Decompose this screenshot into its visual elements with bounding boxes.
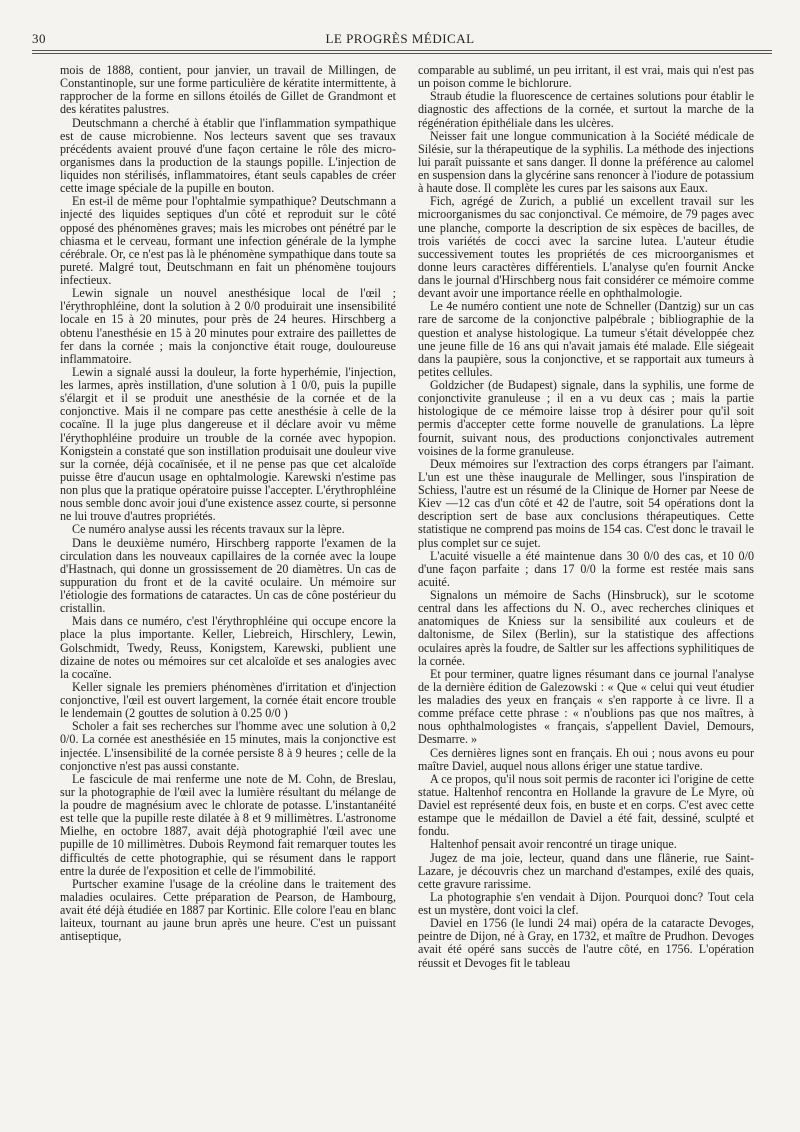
paragraph: Haltenhof pensait avoir rencontré un tirage unique. — [430, 837, 677, 852]
header-rule-double — [32, 53, 772, 54]
paragraph: Le fascicule de mai renferme une note de M. Cohn, de Breslau, sur la photographie de l'œil avec la lumière résultant du mélange de la poudre de magnésium avec le chlorate de potasse. L'instantanéité est telle que la pupille reste dilatée à 8 et 9 millimètres. L'astronome Mielhe, en octobre 1887, avait déjà photographié l'œil avec une pupille de 10 millimètres. Dubois Reymond fait remarquer toutes les difficultés de cette photographie, qui se résument dans le rapport entre la durée de l'exposition et celle de l'immobilité. — [60, 771, 396, 878]
right-column — [418, 64, 754, 970]
page-number: 30 — [32, 31, 46, 46]
paragraph: Deux mémoires sur l'extraction des corps étrangers par l'aimant. L'un est une thèse inaugurale de Mellinger, sous l'inspiration de Schiess, l'autre est un résumé de la Clinique de Horner par Neese de Kiev —12 cas d'un côté et 42 de l'autre, soit 54 opérations dont la description sert de base aux conclusions thérapeutiques. Cette statistique ne comprend pas moins de 154 cas. C'est donc le travail le plus complet sur ce sujet. — [418, 456, 754, 550]
paragraph: Le 4e numéro contient une note de Schneller (Dantzig) sur un cas rare de sarcome de la conjonctive palpébrale ; bibliographie de la question et analyse histologique. La tumeur s'était développée chez une jeune fille de 16 ans qui n'avait jamais été malade. Elle siégeait dans la paupière, sous la conjonctive, et se rapportait aux tumeurs à petites cellules. — [418, 299, 754, 379]
paragraph: Signalons un mémoire de Sachs (Hinsbruck), sur le scotome central dans les affections du N. O., avec recherches cliniques et anatomiques de Kniess sur la sensibilité aux couleurs et de daltonisme, de Silex (Berlin), sur la statistique des affections oculaires après la foudre, de Saltler sur les affections syphilitiques de la cornée. — [418, 588, 754, 668]
paragraph: En est-il de même pour l'ophtalmie sympathique? Deutschmann a injecté des liquides septiques d'un côté et reproduit sur le côté opposé des phénomènes graves; mais les microbes ont pénétré par le chiasma et le cerveau, formant une infection générale de la lymphe cérébrale. Or, ce n'est pas là le phénomène sympathique dans toute sa pureté. Malgré tout, Deutschmann en fait un phénomène toujours infectieux. — [60, 194, 396, 287]
paragraph: L'acuité visuelle a été maintenue dans 30 0/0 des cas, et 10 0/0 d'une façon parfaite ; dans 17 0/0 la forme est restée mais sans acuité. — [418, 548, 754, 589]
paragraph: comparable au sublimé, un peu irritant, il est vrai, mais qui n'est pas un poison comme le bichlorure. — [418, 63, 754, 91]
paragraph: Scholer a fait ses recherches sur l'homme avec une solution à 0,2 0/0. La cornée est anesthésiée en 15 minutes, mais la conjonctive est injectée. L'insensibilité de la cornée persiste 8 à 9 heures ; celle de la conjonctive n'est pas aussi constante. — [60, 719, 396, 773]
paragraph: Jugez de ma joie, lecteur, quand dans une flânerie, rue Saint-Lazare, je découvris chez un marchand d'estampes, exilé des quais, cette gravure rarissime. — [418, 850, 754, 891]
paragraph: Dans le deuxième numéro, Hirschberg rapporte l'examen de la circulation dans les nouveaux capillaires de la cornée avec la loupe d'Hastnach, qui donne un grossissement de 20 diamètres. Un cas de suppuration du front et de la cavité oculaire. Un mémoire sur l'étiologie des formations de cataractes. Un cas de cône postérieur du cristallin. — [60, 535, 396, 616]
paragraph: Fich, agrégé de Zurich, a publié un excellent travail sur les microorganismes du sac conjonctival. Ce mémoire, de 79 pages avec une planche, comporte la description de six espèces de bacilles, de trois variétés de cocci avec la sarcine lutea. L'auteur étudie successivement toutes les propriétés de ces microorganismes et donne leurs caractères différentiels. L'analyse qu'en fournit Ancke dans le journal d'Hirschberg nous fait considérer ce mémoire comme devant avoir une importance réelle en ophthalmologie. — [418, 194, 754, 301]
paragraph: La photographie s'en vendait à Dijon. Pourquoi donc? Tout cela est un mystère, dont voici la clef. — [418, 889, 754, 917]
paragraph: Neisser fait une longue communication à la Société médicale de Silésie, sur la thérapeutique de la syphilis. La méthode des injections lui paraît puissante et sans danger. Il donne la préférence au calomel en suspension dans la glycérine sans renoncer à l'iodure de potassium à haute dose. Il complète les cures par les saisons aux Eaux. — [418, 128, 755, 196]
paragraph: Purtscher examine l'usage de la créoline dans le traitement des maladies oculaires. Cette préparation de Pearson, de Hambourg, avait été déjà étudiée en 1887 par Kortinic. Elle colore l'eau en blanc laiteux, tournant au jaune brun après une heure. C'est un puissant antiseptique, — [60, 876, 396, 944]
paragraph: Lewin a signalé aussi la douleur, la forte hyperhémie, l'injection, les larmes, après instillation, d'une solution à 1 0/0, puis la pupille s'élargit et il se produit une anesthésie de la cornée et de la conjonctive. Mais il ne compare pas cette anesthésie à celle de la cocaïne. Il la juge plus dangereuse et il déclare avoir vu même l'érythophléine produire un trouble de la cornée avec hypopion. Konigstein a constaté que son instillation produisait une douleur vive sur la cornée, déjà cocaïnisée, et il ne pense pas que cet alcaloïde puisse être d'aucun usage en ophtalmologie. Karewski n'estime pas non plus que la pratique opératoire puisse l'accepter. L'érythrophléine nous semble donc avoir joui d'une existence assez courte, si personne ne lui trouve d'autres propriétés. — [60, 364, 396, 524]
paragraph: Ce numéro analyse aussi les récents travaux sur la lèpre. — [72, 522, 345, 537]
paragraph: A ce propos, qu'il nous soit permis de raconter ici l'origine de cette statue. Haltenhof rencontra en Hollande la gravure de Le Myre, où Daviel est représenté deux fois, en buste et en corps. C'est avec cette estampe que le médaillon de Daviel a été fait, dessiné, sculpté et fondu. — [418, 771, 754, 839]
paragraph: Straub étudie la fluorescence de certaines solutions pour établir le diagnostic des affections de la cornée, et surtout la marche de la régénération épithéliale dans les ulcères. — [418, 89, 754, 130]
paragraph: Mais dans ce numéro, c'est l'érythrophléine qui occupe encore la place la plus importante. Keller, Liebreich, Hirschlery, Lewin, Golschmidt, Twedy, Reuss, Konigstem, Karewski, publient une dizaine de notes ou mémoires sur cet alcaloïde et ses analogies avec la cocaïne. — [60, 614, 396, 681]
left-column — [60, 64, 396, 943]
header-rule — [32, 50, 772, 51]
paragraph: Lewin signale un nouvel anesthésique local de l'œil ; l'érythrophléine, dont la solution à 2 0/0 produirait une insensibilité locale en 15 à 20 minutes, pour près de 24 heures. Hirschberg a obtenu l'anesthésie en 15 à 20 minutes pour extraire des paillettes de fer dans la cornée ; mais la conjonctive était rouge, douloureuse inflammatoire. — [60, 286, 396, 366]
paragraph: Keller signale les premiers phénomènes d'irritation et d'injection conjonctive, l'œil est ouvert largement, la cornée était encore trouble le lendemain (2 gouttes de solution à 0.25 0/0 ) — [60, 679, 396, 721]
paragraph: Ces dernières lignes sont en français. Eh oui ; nous avons eu pour maître Daviel, auquel nous allons ériger une statue tardive. — [418, 745, 754, 773]
running-title: LE PROGRÈS MÉDICAL — [325, 31, 475, 46]
paragraph: Goldzicher (de Budapest) signale, dans la syphilis, une forme de conjonctivite granuleuse ; il en a vu deux cas ; mais la partie histologique de ce mémoire laisse trop à désirer pour qu'il soit permis d'accepter cette forme nouvelle de granulations. La lèpre fournit, suivant nous, des productions conjonctivales autrement voisines de la forme granuleuse. — [418, 378, 754, 458]
paragraph: Et pour terminer, quatre lignes résumant dans ce journal l'analyse de la dernière édition de Galezowski : « Que « celui qui veut étudier les maladies des yeux en français « s'en rapporte à ce livre. Il a comme préface cette phrase : « n'oublions pas que nos maîtres, à nous ophthalmologistes « français, s'appellent Daviel, Demours, Desmarre. » — [418, 666, 754, 747]
paragraph: Deutschmann a cherché à établir que l'inflammation sympathique est de cause microbienne. Nos lecteurs savent que ses travaux précédents avaient prouvé d'une façon certaine le rôle des micro-organismes dans la production de la staungs popille. L'injection de liquides non stérilisés, inflammatoires, étant seuls capables de créer cette image spéciale de la pupille en bouton. — [60, 115, 396, 196]
page-header — [32, 31, 768, 49]
paragraph: mois de 1888, contient, pour janvier, un travail de Millingen, de Constantinople, sur une forme particulière de kératite intermittente, à rapprocher de la forme en sillons étoilés de Gillet de Grandmont et des kératites palustres. — [60, 63, 396, 117]
paragraph: Daviel en 1756 (le lundi 24 mai) opéra de la cataracte Devoges, peintre de Dijon, né à Gray, en 1732, et maître de Prudhon. Devoges avait été opéré sans succès de l'autre côté, en 1756. L'opération réussit et Devoges fit le tableau — [418, 916, 754, 970]
